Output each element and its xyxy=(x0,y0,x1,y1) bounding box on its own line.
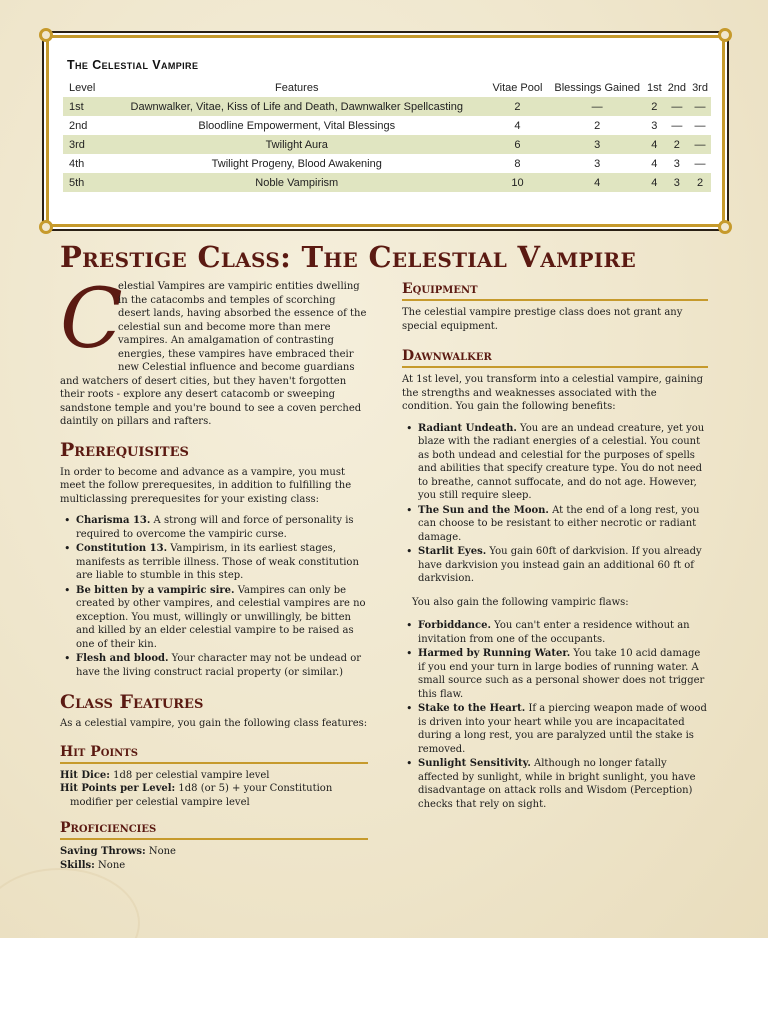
table-cell: Twilight Aura xyxy=(109,135,485,154)
list-item xyxy=(402,504,708,545)
table-cell: 4th xyxy=(69,157,85,170)
frame-corner-ornament xyxy=(39,28,53,42)
table-cell: 2 xyxy=(485,97,551,116)
table-cell: 10 xyxy=(485,173,551,192)
item-text: Vampirism, in its earliest stages, manifests as terrible illness. Those of weak constitution are liable to stumble in this step. xyxy=(76,543,359,581)
prerequisites-list xyxy=(60,514,368,679)
table-cell: Bloodline Empowerment, Vital Blessings xyxy=(198,119,396,132)
column-header: 2nd xyxy=(667,81,687,94)
column-header: Level xyxy=(69,81,96,94)
hit-points-heading: Hit Points xyxy=(60,743,368,764)
class-progression-table xyxy=(63,78,711,192)
item-name: Forbiddance. xyxy=(418,620,491,631)
saving-throws-value: None xyxy=(145,846,176,857)
table-cell: — xyxy=(694,119,706,132)
item-name: Sunlight Sensitivity. xyxy=(418,758,531,769)
item-text: If a piercing weapon made of wood is driven into your heart while you are incapacitated during a long rest, you are paralyzed until the stake is removed. xyxy=(418,703,707,755)
table-cell: 3rd xyxy=(63,135,109,154)
drop-cap: C xyxy=(60,272,123,367)
table-cell: 2 xyxy=(644,97,665,116)
list-item xyxy=(60,584,368,652)
table-row xyxy=(63,154,711,173)
skills-line xyxy=(60,859,368,873)
list-item xyxy=(402,545,708,586)
table-cell: 4 xyxy=(514,119,521,132)
column-header: Features xyxy=(275,81,319,94)
frame-corner-ornament xyxy=(718,220,732,234)
frame-corner-ornament xyxy=(718,28,732,42)
saving-throws-line xyxy=(60,845,368,859)
table-cell: 2nd xyxy=(69,119,88,132)
list-item xyxy=(60,652,368,679)
item-name: Constitution 13. xyxy=(76,543,168,554)
table-cell: 4 xyxy=(644,135,665,154)
dawnwalker-heading: Dawnwalker xyxy=(402,347,708,368)
table-cell: — xyxy=(689,97,711,116)
column-header: 3rd xyxy=(692,81,708,94)
table-cell: 6 xyxy=(485,135,551,154)
table-row xyxy=(63,116,711,135)
hit-dice-label: Hit Dice: xyxy=(60,769,110,781)
table-cell: Twilight Progeny, Blood Awakening xyxy=(211,157,382,170)
table-cell: 2 xyxy=(594,119,601,132)
table-row xyxy=(63,173,711,192)
list-item xyxy=(402,422,708,503)
right-column xyxy=(402,280,708,819)
saving-throws-label: Saving Throws: xyxy=(60,846,146,857)
table-cell: 3 xyxy=(550,135,644,154)
table-row xyxy=(63,135,711,154)
item-text: You are an undead creature, yet you blaze with the radiant energies of a celestial. You count as both undead and celestial for the purposes of spells and abilities that specify creature type. You do not need to breathe, cannot suffocate, and do not age. However, you still require sleep. xyxy=(418,422,705,501)
list-item xyxy=(402,647,708,701)
hp-per-level-value: 1d8 (or 5) + your Constitution modifier per celestial vampire level xyxy=(70,783,333,808)
item-text: You take 10 acid damage if you end your turn in large bodies of running water. A small source such as a personal shower does not trigger this flaw. xyxy=(418,648,705,700)
item-text: A strong will and force of personality is required to overcome the vampiric curse. xyxy=(76,515,354,540)
item-text: You can't enter a residence without an invitation from one of the occupants. xyxy=(418,620,690,645)
list-item xyxy=(60,542,368,583)
proficiencies-heading: Proficiencies xyxy=(60,819,368,840)
table-cell: — xyxy=(689,135,711,154)
item-name: The Sun and the Moon. xyxy=(418,504,549,516)
item-name: Flesh and blood. xyxy=(76,653,169,664)
class-table-frame xyxy=(46,35,725,227)
table-cell: Noble Vampirism xyxy=(109,173,485,192)
page-corner-ornament xyxy=(0,868,140,938)
dawnwalker-text: At 1st level, you transform into a celestial vampire, gaining the strengths and weaknesses associated with the condition. You gain the following benefits: xyxy=(402,374,704,412)
item-name: Be bitten by a vampiric sire. xyxy=(76,584,235,596)
table-cell: 8 xyxy=(514,157,521,170)
skills-label: Skills: xyxy=(60,859,95,871)
item-name: Harmed by Running Water. xyxy=(418,648,571,659)
table-cell: 3 xyxy=(651,119,658,132)
flaws-list xyxy=(402,619,708,811)
table-cell: 3 xyxy=(673,157,680,170)
table-cell: 5th xyxy=(63,173,109,192)
table-cell: — xyxy=(694,157,706,170)
table-cell: 4 xyxy=(651,157,658,170)
column-header: Blessings Gained xyxy=(554,81,640,94)
table-cell: — xyxy=(550,97,644,116)
item-name: Stake to the Heart. xyxy=(418,703,526,714)
left-column xyxy=(60,272,368,872)
page-title: Prestige Class: The Celestial Vampire xyxy=(60,240,637,274)
item-text: Your character may not be undead or have the living construct racial property (or similar.) xyxy=(76,653,362,678)
item-name: Charisma 13. xyxy=(76,515,151,526)
item-text: Although no longer fatally affected by sunlight, while in bright sunlight, you have disadvantage on attack rolls and Wisdom (Perception) checks that rely on sight. xyxy=(418,758,696,810)
item-name: Radiant Undeath. xyxy=(418,422,517,434)
table-cell: 4 xyxy=(550,173,644,192)
item-name: Starlit Eyes. xyxy=(418,546,487,557)
frame-corner-ornament xyxy=(39,220,53,234)
skills-value: None xyxy=(94,859,126,871)
intro-paragraph xyxy=(60,272,368,429)
table-cell: 4 xyxy=(644,173,665,192)
list-item xyxy=(402,619,708,646)
table-cell: 1st xyxy=(63,97,109,116)
flaws-intro: You also gain the following vampiric flaws: xyxy=(412,596,629,608)
class-features-text: As a celestial vampire, you gain the following class features: xyxy=(60,718,368,729)
table-cell: 3 xyxy=(665,173,689,192)
table-cell: 3 xyxy=(594,157,601,170)
equipment-heading: Equipment xyxy=(402,280,708,301)
column-header: 1st xyxy=(647,81,662,94)
list-item xyxy=(402,702,708,756)
item-text: At the end of a long rest, you can choose to be resistant to either necrotic or radiant damage. xyxy=(418,504,700,543)
list-item xyxy=(60,514,368,541)
table-cell: 2 xyxy=(665,135,689,154)
prerequisites-heading: Prerequisites xyxy=(60,438,189,461)
hp-per-level-label: Hit Points per Level: xyxy=(60,783,176,794)
table-row xyxy=(63,97,711,116)
intro-text: elestial Vampires are vampiric entities dwelling in the catacombs and temples of scorching desert lands, having absorbed the essence of the celestial sun and become more than mere vampires. An amalgamation of contrasting energies, these vampires have embraced their new Celestial influence and become guardians and watchers of desert cities, but they haven't forgotten their roots - explore any desert catacomb or sweeping sandstone temple and you're bound to see a coven perched daintily on pillars and rafters. xyxy=(60,281,367,427)
column-header: Vitae Pool xyxy=(492,81,543,94)
table-cell: — xyxy=(671,119,683,132)
table-header-row xyxy=(63,78,711,97)
table-title: The Celestial Vampire xyxy=(67,58,199,72)
table-cell: — xyxy=(665,97,689,116)
hit-dice-line xyxy=(60,769,368,783)
prerequisites-text: In order to become and advance as a vampire, you must meet the follow prerequesites, in addition to fulfilling the multiclassing prerequesites for your existing class: xyxy=(60,466,352,505)
item-text: You gain 60ft of darkvision. If you already have darkvision you instead gain an additional 60 ft of darkvision. xyxy=(418,546,702,584)
hit-dice-value: 1d8 per celestial vampire level xyxy=(109,769,270,781)
table-cell: 2 xyxy=(689,173,711,192)
table-cell: Dawnwalker, Vitae, Kiss of Life and Death, Dawnwalker Spellcasting xyxy=(109,97,485,116)
benefits-list xyxy=(402,422,708,586)
class-features-heading: Class Features xyxy=(60,691,204,713)
hp-per-level-line xyxy=(60,782,368,809)
equipment-text: The celestial vampire prestige class does not grant any special equipment. xyxy=(402,307,683,332)
list-item xyxy=(402,757,708,811)
item-text: Vampires can only be created by other vampires, and celestial vampires are no exception. You must, willingly or unwillingly, be bitten and killed by an elder celestial vampire to be raised as one of their kin. xyxy=(76,584,366,650)
